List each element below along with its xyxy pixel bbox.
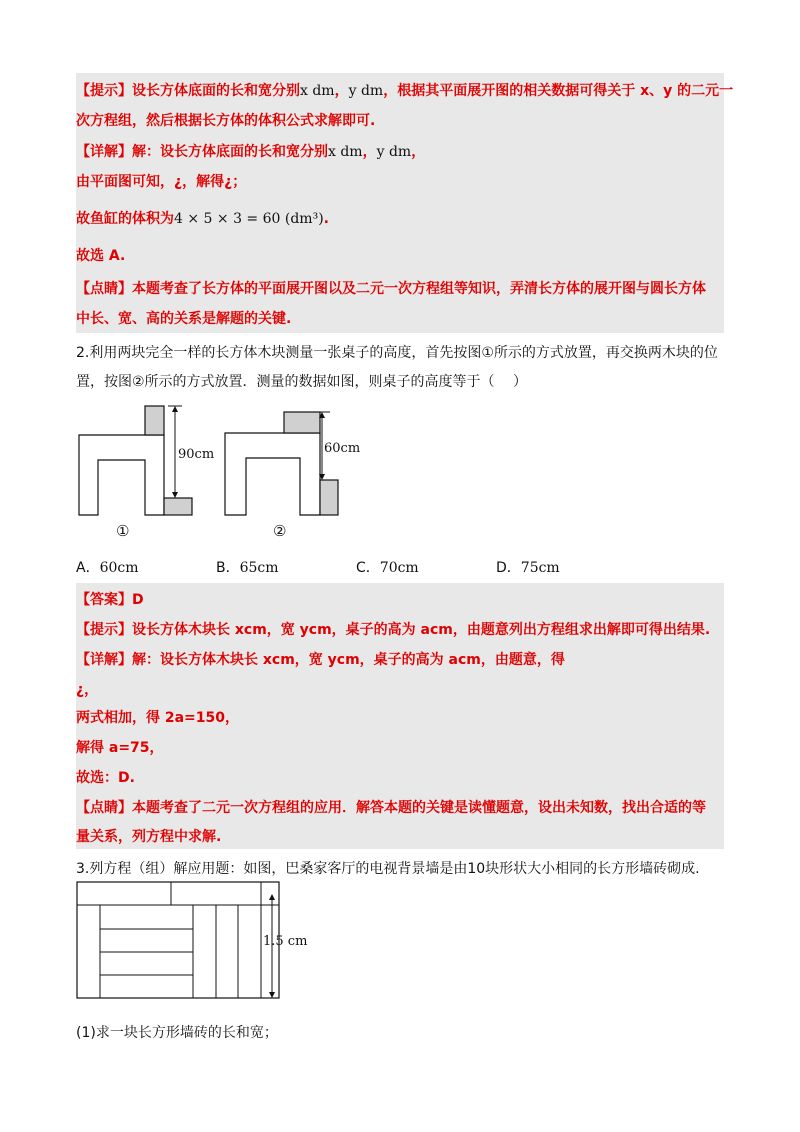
comment-1-line2: 中长、宽、高的关系是解题的关键.	[76, 311, 292, 327]
comment-2-line1: 【点睛】本题考查了二元一次方程组的应用．解答本题的关键是读懂题意，设出未知数，找出合适的等	[76, 800, 706, 816]
solve-line: 解得 a=75，	[76, 740, 164, 756]
figure-1-caption: ①	[116, 522, 130, 540]
figure-1	[76, 400, 216, 545]
detail-2: 【详解】解：设长方体木块长 xcm，宽 ycm，桌子的高为 acm，由题意，得	[76, 652, 565, 668]
option-a[interactable]: A．60cm	[76, 560, 139, 576]
hint-1: 【提示】设长方体底面的长和宽分别x dm，y dm，根据其平面展开图的相关数据可得关于 x、y 的二元一	[76, 83, 734, 99]
hint-2: 【提示】设长方体木块长 xcm，宽 ycm，桌子的高为 acm，由题意列出方程组求出解即可得出结果.	[76, 622, 711, 638]
question-2-line2: 置，按图②所示的方式放置．测量的数据如图，则桌子的高度等于（ ）	[76, 374, 527, 390]
comment-2-line2: 量关系，列方程中求解.	[76, 829, 222, 845]
sum-line: 两式相加，得 2a=150，	[76, 710, 240, 726]
detail-1-line2: 由平面图可知，¿，解得¿；	[76, 174, 247, 190]
option-d[interactable]: D．75cm	[496, 560, 560, 576]
hint-1-line2: 次方程组，然后根据长方体的体积公式求解即可.	[76, 113, 376, 129]
figure-2-label: 60cm	[324, 441, 361, 456]
figure-2-caption: ②	[273, 522, 287, 540]
question-2-line1: 2.利用两块完全一样的长方体木块测量一张桌子的高度，首先按图①所示的方式放置，再交换两木块的位	[76, 345, 718, 361]
equation-system-2: ¿，	[76, 682, 99, 698]
option-c[interactable]: C．70cm	[356, 560, 419, 576]
comment-1: 【点睛】本题考查了长方体的平面展开图以及二元一次方程组等知识，弄清长方体的展开图与圆长方体	[76, 281, 706, 297]
answer-2: 【答案】D	[76, 592, 144, 608]
question-3-line1: 3.列方程（组）解应用题：如图，巴桑家客厅的电视背景墙是由10块形状大小相同的长方形墙砖砌成.	[76, 861, 700, 877]
figure-1-label: 90cm	[178, 447, 215, 462]
detail-1: 【详解】解：设长方体底面的长和宽分别x dm，y dm，	[76, 144, 426, 160]
volume-line: 故鱼缸的体积为4 × 5 × 3 = 60 (dm³).	[76, 211, 329, 227]
option-b[interactable]: B．65cm	[216, 560, 279, 576]
answer-1: 故选 A.	[76, 248, 126, 264]
figure-3-label: 1.5 cm	[263, 934, 308, 949]
choice-2: 故选：D.	[76, 770, 135, 786]
sub-question-1: (1)求一块长方形墙砖的长和宽；	[76, 1025, 278, 1041]
figure-2	[222, 400, 362, 545]
